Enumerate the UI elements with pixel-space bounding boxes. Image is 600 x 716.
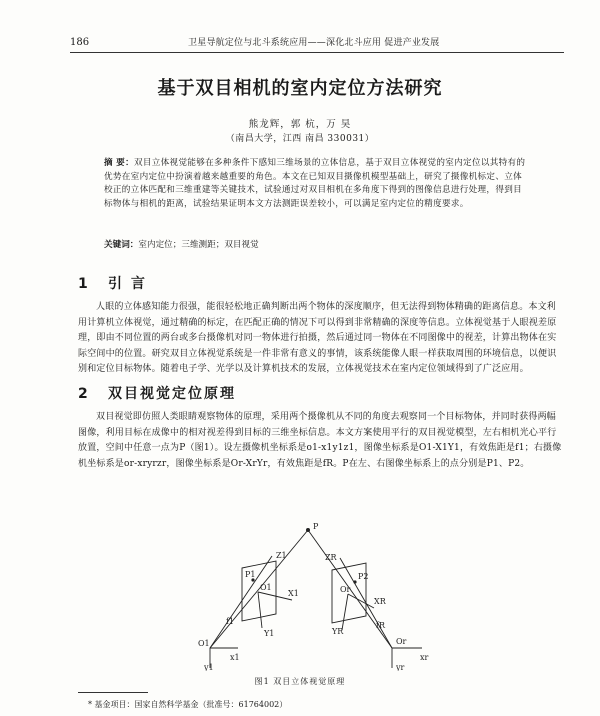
label-f1: f1 <box>226 617 235 626</box>
paper-title: 基于双目相机的室内定位方法研究 <box>157 78 443 99</box>
section-2-heading <box>78 383 236 403</box>
left-image-y-axis <box>258 592 262 628</box>
figure-1 <box>190 516 450 671</box>
point-p2-marker <box>353 580 356 583</box>
abstract-label: 摘 要： <box>104 158 134 168</box>
label-p: P <box>313 522 319 531</box>
point-p-marker <box>306 528 310 532</box>
right-image-y-axis <box>342 594 348 630</box>
right-image-x-axis <box>348 594 374 608</box>
label-or-image: Or <box>340 585 351 594</box>
left-image-x-axis <box>258 592 292 600</box>
label-or-camera: Or <box>396 637 407 646</box>
label-o1-image: O1 <box>260 583 272 592</box>
label-yr-image: YR <box>332 627 344 636</box>
paper-affiliation: （南昌大学，江西 南昌 330031） <box>225 134 375 144</box>
label-xr-image: XR <box>374 597 386 606</box>
label-o1-camera: O1 <box>198 639 210 648</box>
label-x1-camera: x1 <box>230 653 240 662</box>
label-fr: fR <box>376 621 385 630</box>
section-1-title: 引 言 <box>108 276 147 292</box>
label-z1: Z1 <box>276 551 287 560</box>
label-p1: P1 <box>245 570 256 579</box>
label-yr-camera: yr <box>396 663 405 671</box>
section-2-paragraph: 双目视觉即仿照人类眼睛观察物体的原理，采用两个摄像机从不同的角度去观察同一个目标物体，并同时获得两幅图像，利用目标在成像中的相对视差得到目标的三维坐标信息。本文方案使用平行的双目视觉模型，左右相机光心平行放置，空间中任意一点为P（图1）。设左摄像机坐标系是o1-x1y1z1，图像坐标系是O1-X1Y1，有效焦距是f1；右摄像机坐标系是or-xryrzr，图像坐标系是Or-XrYr，有效焦距是fR。P在左、右图像坐标系上的点分别是P1、P2。 <box>78 412 562 469</box>
label-y1-camera: y1 <box>204 663 214 671</box>
label-x1-image: X1 <box>288 589 299 598</box>
keywords-text: 室内定位；三维测距；双目视觉 <box>138 240 259 250</box>
footnote-rule <box>78 692 148 693</box>
running-title: 卫星导航定位与北斗系统应用——深化北斗应用 促进产业发展 <box>188 38 440 48</box>
section-1-paragraph: 人眼的立体感知能力很强，能很轻松地正确判断出两个物体的深度顺序，但无法得到物体精确的距离信息。本文利用计算机立体视觉，通过精确的标定，在匹配正确的情况下可以得到非常精确的深度等信息。立体视觉基于人眼视差原理，即由不同位置的两台或多台摄像机对同一物体进行拍摄，然后通过同一物体在不同图像中的视差，计算出物体在实际空间中的位置。研究双目立体视觉系统是一件非常有意义的事情，该系统能像人眼一样获取周围的环境信息，以便识别和定位目标物体。随着电子学、光学以及计算机技术的发展，立体视觉技术在室内定位领域得到了广泛应用。 <box>78 302 557 375</box>
figure-1-caption: 图1 双目立体视觉原理 <box>254 677 346 686</box>
left-z-axis <box>210 556 275 648</box>
section-2-number: 2 <box>78 386 90 402</box>
keywords-label: 关键词： <box>104 240 139 250</box>
stereo-vision-diagram <box>190 516 450 671</box>
label-y1-image: Y1 <box>264 629 275 638</box>
page-number: 186 <box>70 37 90 48</box>
section-1-heading <box>78 273 147 293</box>
paper-authors: 熊龙辉，郭 杭，万 昊 <box>248 119 352 130</box>
running-header <box>70 36 564 53</box>
keywords <box>104 239 528 252</box>
label-xr-camera: xr <box>420 653 429 662</box>
section-1-number: 1 <box>78 276 90 292</box>
abstract-text: 双目立体视觉能够在多种条件下感知三维场景的立体信息，基于双目立体视觉的室内定位以其特有的优势在室内定位中扮演着越来越重要的角色。本文在已知双目摄像机模型基础上，研究了摄像机标定、立体校正的立体匹配和三维重建等关键技术，试验通过对双目相机在多角度下得到的图像信息进行处理，得到目标物体与相机的距离，试验结果证明本文方法测距误差较小，可以满足室内定位的精度要求。 <box>104 158 526 209</box>
footnote: * 基金项目：国家自然科学基金（批准号：61764002） <box>88 700 288 709</box>
label-p2: P2 <box>358 572 369 581</box>
abstract <box>104 157 528 211</box>
label-zr: ZR <box>325 553 337 562</box>
section-2-title: 双目视觉定位原理 <box>108 386 236 402</box>
